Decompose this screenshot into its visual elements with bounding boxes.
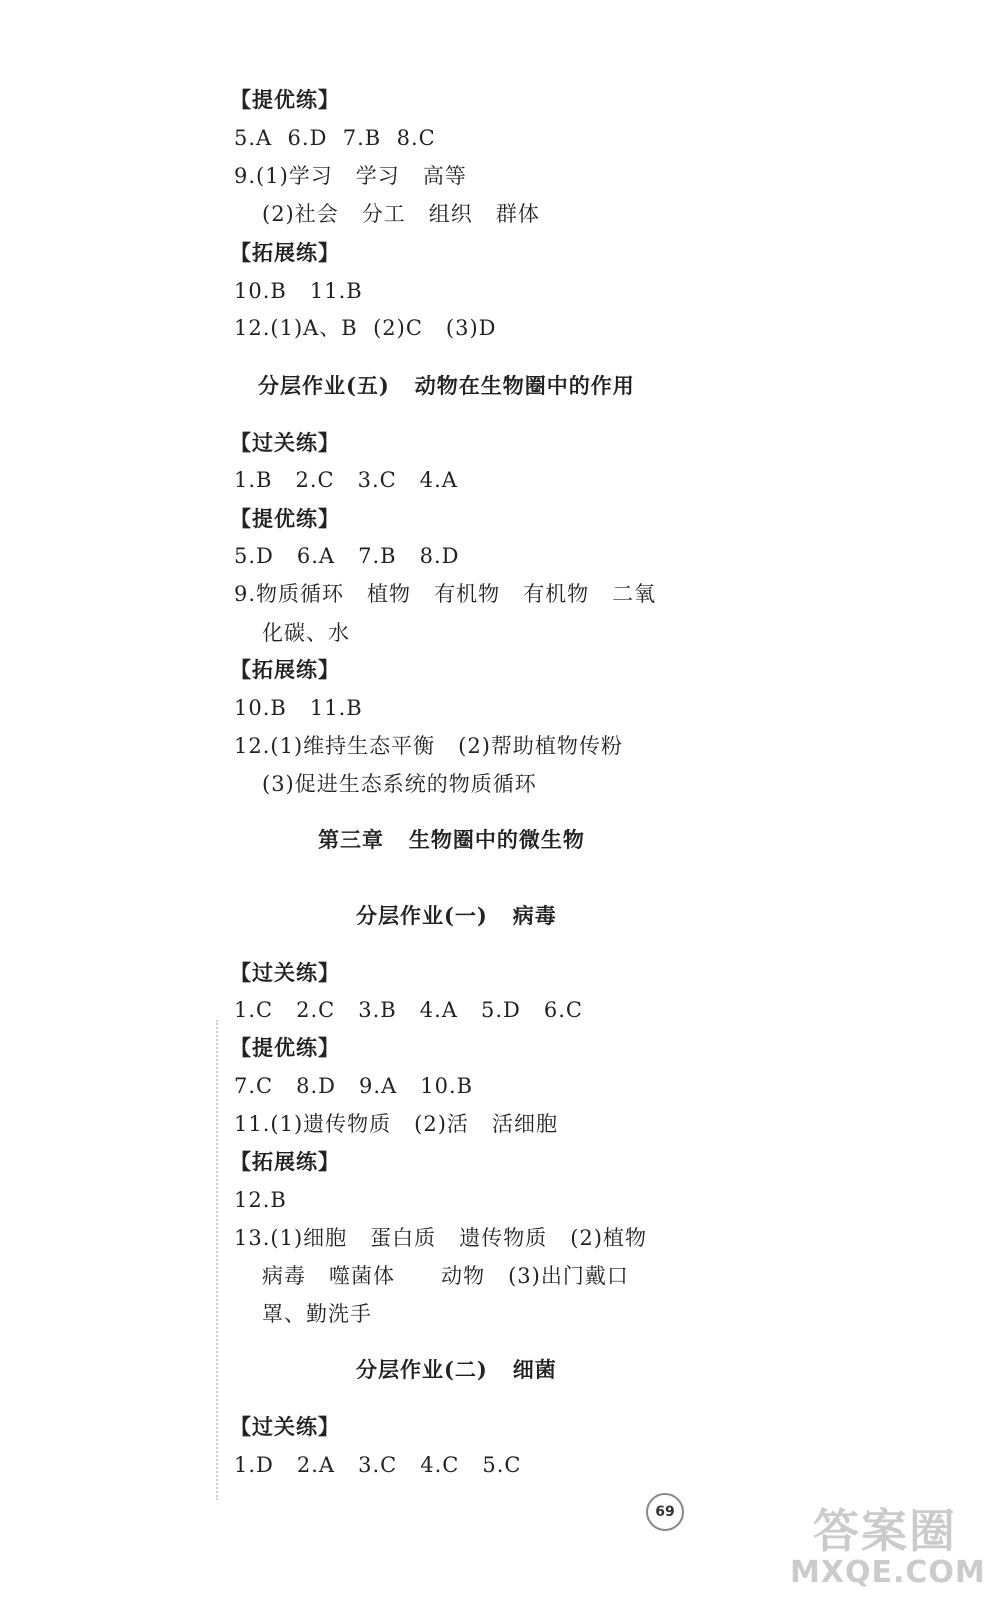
answer-line: 12.(1)维持生态平衡 (2)帮助植物传粉 (234, 734, 623, 758)
answer-line: 病毒 噬菌体 动物 (3)出门戴口 (262, 1264, 629, 1288)
section-heading: 【拓展练】 (230, 657, 340, 682)
answer-line: 9.物质循环 植物 有机物 有机物 二氧 (234, 582, 657, 606)
answer-line: (3)促进生态系统的物质循环 (262, 772, 537, 796)
answer-line: 5.A 6.D 7.B 8.C (234, 126, 436, 150)
section-heading: 【拓展练】 (230, 1149, 340, 1174)
section-heading: 【过关练】 (230, 1414, 340, 1439)
watermark-logo (790, 1504, 986, 1590)
section-heading: 【提优练】 (230, 506, 340, 531)
answer-line: 11.(1)遗传物质 (2)活 活细胞 (234, 1112, 558, 1136)
answer-line: 9.(1)学习 学习 高等 (234, 164, 467, 188)
watermark-bottom-text: MXQE.COM (790, 1555, 986, 1590)
chapter-title: 第三章 生物圈中的微生物 (318, 827, 585, 852)
answer-line: 1.D 2.A 3.C 4.C 5.C (234, 1453, 522, 1477)
answer-line: 1.B 2.C 3.C 4.A (234, 468, 458, 492)
assignment-title: 分层作业(二) 细菌 (356, 1357, 557, 1382)
section-heading: 【过关练】 (230, 430, 340, 455)
answer-line: 罩、勤洗手 (262, 1302, 372, 1326)
page-number-badge: 69 (646, 1493, 684, 1531)
answer-line: 13.(1)细胞 蛋白质 遗传物质 (2)植物 (234, 1226, 647, 1250)
assignment-title: 分层作业(一) 病毒 (356, 903, 557, 928)
watermark-top-text: 答案圈 (813, 1504, 957, 1558)
answer-line: 12.(1)A、B (2)C (3)D (234, 316, 497, 340)
section-heading: 【拓展练】 (230, 240, 340, 265)
answer-line: 7.C 8.D 9.A 10.B (234, 1074, 474, 1098)
answer-line: (2)社会 分工 组织 群体 (262, 202, 540, 226)
answer-line: 1.C 2.C 3.B 4.A 5.D 6.C (234, 998, 583, 1022)
answer-line: 5.D 6.A 7.B 8.D (234, 544, 460, 568)
answer-line: 化碳、水 (262, 621, 350, 645)
margin-dotted-rule (216, 1020, 218, 1500)
answer-line: 10.B 11.B (234, 696, 363, 720)
section-heading: 【提优练】 (230, 87, 340, 112)
section-heading: 【提优练】 (230, 1035, 340, 1060)
assignment-title: 分层作业(五) 动物在生物圈中的作用 (258, 373, 635, 398)
section-heading: 【过关练】 (230, 960, 340, 985)
answer-line: 10.B 11.B (234, 279, 363, 303)
answer-line: 12.B (234, 1188, 287, 1212)
